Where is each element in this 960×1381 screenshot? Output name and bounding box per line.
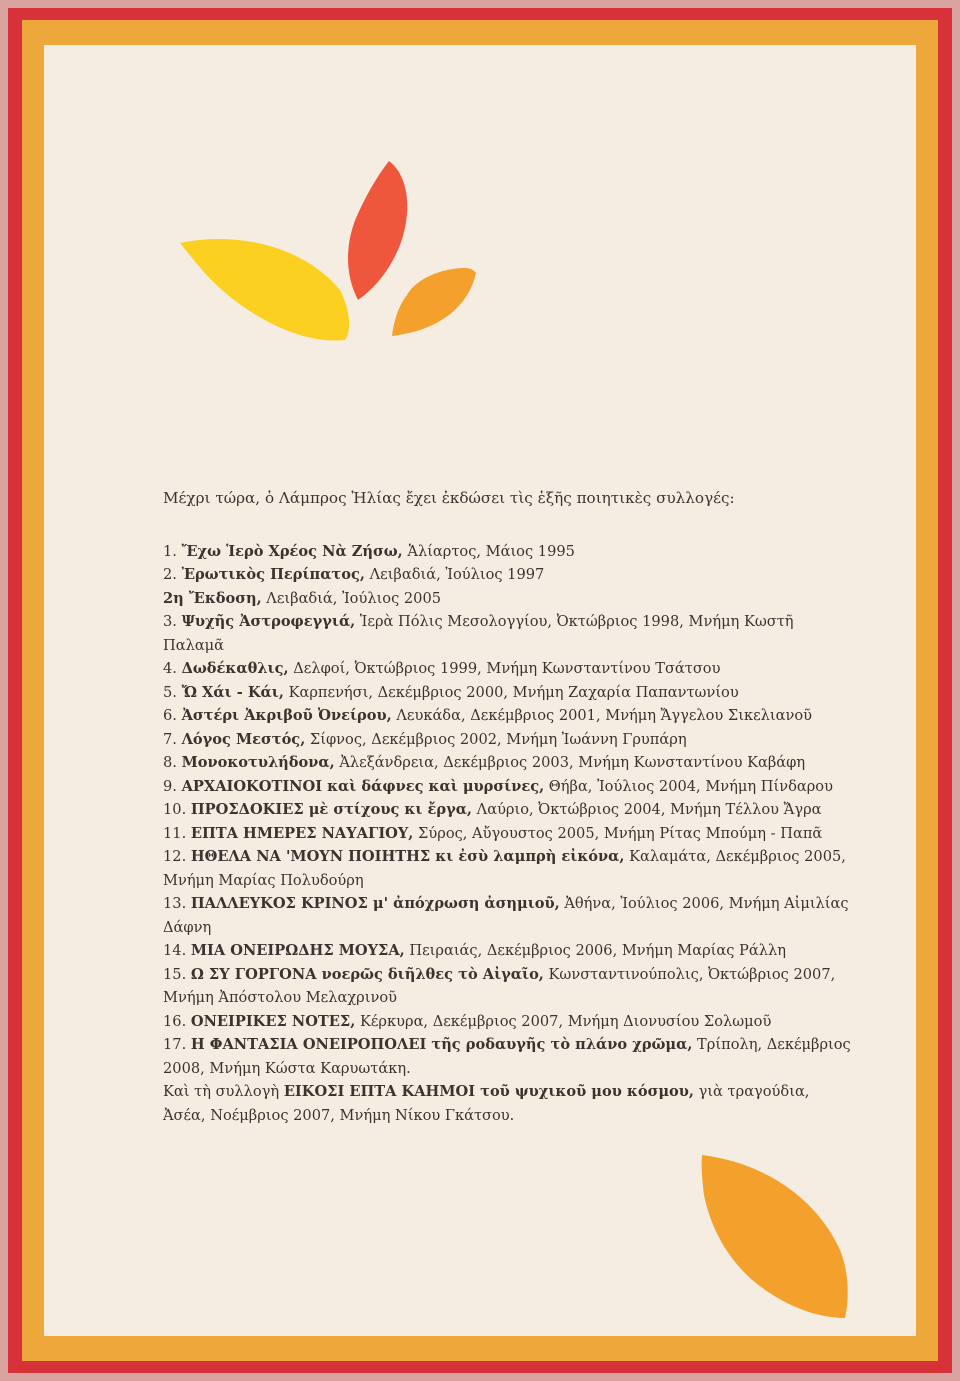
list-item: 15. Ω ΣΥ ΓΟΡΓΟΝΑ νοερῶς διῆλθες τὸ Αἰγαῖο, Κωνσταντινούπολις, Ὀκτώβριος 2007, Μνήμη Ἀπόστολου Μελαχρινοῦ xyxy=(163,965,836,1006)
closing-item: Καὶ τὴ συλλογὴ ΕΙΚΟΣΙ ΕΠΤΑ ΚΑΗΜΟΙ τοῦ ψυχικοῦ μου κόσμου, γιὰ τραγούδια, Ἀσέα, Νοέμβριος 2007, Μνήμη Νίκου Γκάτσου. xyxy=(163,1083,810,1124)
collection-title: ΟΝΕΙΡΙΚΕΣ ΝΟΤΕΣ, xyxy=(190,1012,356,1030)
list-item: 11. ΕΠΤΑ ΗΜΕΡΕΣ ΝΑΥΑΓΙΟΥ, Σύρος, Αὔγουστος 2005, Μνήμη Ρίτας Μπούμη - Παπᾶ xyxy=(163,824,823,842)
collection-title: ΑΡΧΑΙΟΚΟΤΙΝΟΙ καὶ δάφνες καὶ μυρσίνες, xyxy=(181,777,545,795)
collection-title: Ὤ Χάι - Κάι, xyxy=(181,683,284,701)
collection-title: Ἀστέρι Ἀκριβοῦ Ὀνείρου, xyxy=(181,707,392,724)
collection-title: ΕΠΤΑ ΗΜΕΡΕΣ ΝΑΥΑΓΙΟΥ, xyxy=(190,824,414,842)
list-item: 2η Ἔκδοση, Λειβαδιά, Ἰούλιος 2005 xyxy=(163,589,442,607)
collection-title: ΜΙΑ ΟΝΕΙΡΩΔΗΣ ΜΟΥΣΑ, xyxy=(190,942,405,959)
list-item: 5. Ὤ Χάι - Κάι, Καρπενήσι, Δεκέμβριος 2000, Μνήμη Ζαχαρία Παπαντωνίου xyxy=(163,683,739,701)
collection-title: Ἐρωτικὸς Περίπατος, xyxy=(181,566,365,583)
collection-title: ΕΙΚΟΣΙ ΕΠΤΑ ΚΑΗΜΟΙ τοῦ ψυχικοῦ μου κόσμου, xyxy=(283,1083,694,1100)
publications-text xyxy=(163,487,853,1127)
list-item: 7. Λόγος Μεστός, Σίφνος, Δεκέμβριος 2002, Μνήμη Ἰωάννη Γρυπάρη xyxy=(163,730,687,748)
list-item: 3. Ψυχῆς Ἀστροφεγγιά, Ἱερὰ Πόλις Μεσολογγίου, Ὀκτώβριος 1998, Μνήμη Κωστῆ Παλαμᾶ xyxy=(163,613,794,654)
collection-title: Μονοκοτυλήδονα, xyxy=(181,754,335,771)
list-item: 4. Δωδέκαθλις, Δελφοί, Ὀκτώβριος 1999, Μνήμη Κωνσταντίνου Τσάτσου xyxy=(163,660,721,677)
list-item: 12. ΗΘΕΛΑ ΝΑ 'ΜΟΥΝ ΠΟΙΗΤΗΣ κι ἐσὺ λαμπρὴ εἰκόνα, Καλαμάτα, Δεκέμβριος 2005, Μνήμη Μαρίας Πολυδούρη xyxy=(163,848,846,889)
collection-title: ΗΘΕΛΑ ΝΑ 'ΜΟΥΝ ΠΟΙΗΤΗΣ κι ἐσὺ λαμπρὴ εἰκόνα, xyxy=(190,848,625,865)
collection-title: ΠΑΛΛΕΥΚΟΣ ΚΡΙΝΟΣ μ' ἀπόχρωση ἀσημιοῦ, xyxy=(190,895,560,912)
list-item: 14. ΜΙΑ ΟΝΕΙΡΩΔΗΣ ΜΟΥΣΑ, Πειραιάς, Δεκέμβριος 2006, Μνήμη Μαρίας Ράλλη xyxy=(163,942,786,959)
list-item: 9. ΑΡΧΑΙΟΚΟΤΙΝΟΙ καὶ δάφνες καὶ μυρσίνες, Θήβα, Ἰούλιος 2004, Μνήμη Πίνδαρου xyxy=(163,777,833,795)
collection-title: Δωδέκαθλις, xyxy=(181,660,289,677)
list-item: 17. Η ΦΑΝΤΑΣΙΑ ΟΝΕΙΡΟΠΟΛΕΙ τῆς ροδαυγῆς τὸ πλάνο χρῶμα, Τρίπολη, Δεκέμβριος 2008, Μνήμη Κώστα Καρυωτάκη. xyxy=(163,1036,851,1077)
list-item: 16. ΟΝΕΙΡΙΚΕΣ ΝΟΤΕΣ, Κέρκυρα, Δεκέμβριος 2007, Μνήμη Διονυσίου Σολωμοῦ xyxy=(163,1012,772,1030)
list-item: 2. Ἐρωτικὸς Περίπατος, Λειβαδιά, Ἰούλιος 1997 xyxy=(163,566,545,583)
collection-title: Ψυχῆς Ἀστροφεγγιά, xyxy=(181,613,356,630)
collection-title: ΠΡΟΣΔΟΚΙΕΣ μὲ στίχους κι ἔργα, xyxy=(190,801,473,818)
list-item: 1. Ἔχω Ἱερὸ Χρέος Νὰ Ζήσω, Ἁλίαρτος, Μάιος 1995 xyxy=(163,542,575,560)
publications-list xyxy=(163,540,853,1128)
collection-title: Ω ΣΥ ΓΟΡΓΟΝΑ νοερῶς διῆλθες τὸ Αἰγαῖο, xyxy=(190,965,544,983)
list-item: 13. ΠΑΛΛΕΥΚΟΣ ΚΡΙΝΟΣ μ' ἀπόχρωση ἀσημιοῦ, Ἀθήνα, Ἰούλιος 2006, Μνήμη Αἰμιλίας Δάφνη xyxy=(163,895,849,936)
collection-title: Η ΦΑΝΤΑΣΙΑ ΟΝΕΙΡΟΠΟΛΕΙ τῆς ροδαυγῆς τὸ πλάνο χρῶμα, xyxy=(190,1036,693,1053)
collection-title: Λόγος Μεστός, xyxy=(181,730,306,748)
list-item: 6. Ἀστέρι Ἀκριβοῦ Ὀνείρου, Λευκάδα, Δεκέμβριος 2001, Μνήμη Ἄγγελου Σικελιανοῦ xyxy=(163,707,813,724)
intro-text: Μέχρι τώρα, ὁ Λάμπρος Ἠλίας ἔχει ἐκδώσει τὶς ἑξῆς ποιητικὲς συλλογές: xyxy=(163,489,735,507)
collection-title: Ἔχω Ἱερὸ Χρέος Νὰ Ζήσω, xyxy=(181,542,403,560)
collection-title: Ἔκδοση, xyxy=(188,589,262,607)
list-item: 10. ΠΡΟΣΔΟΚΙΕΣ μὲ στίχους κι ἔργα, Λαύριο, Ὀκτώβριος 2004, Μνήμη Τέλλου Ἄγρα xyxy=(163,801,822,818)
list-item: 8. Μονοκοτυλήδονα, Ἀλεξάνδρεια, Δεκέμβριος 2003, Μνήμη Κωνσταντίνου Καβάφη xyxy=(163,754,806,771)
